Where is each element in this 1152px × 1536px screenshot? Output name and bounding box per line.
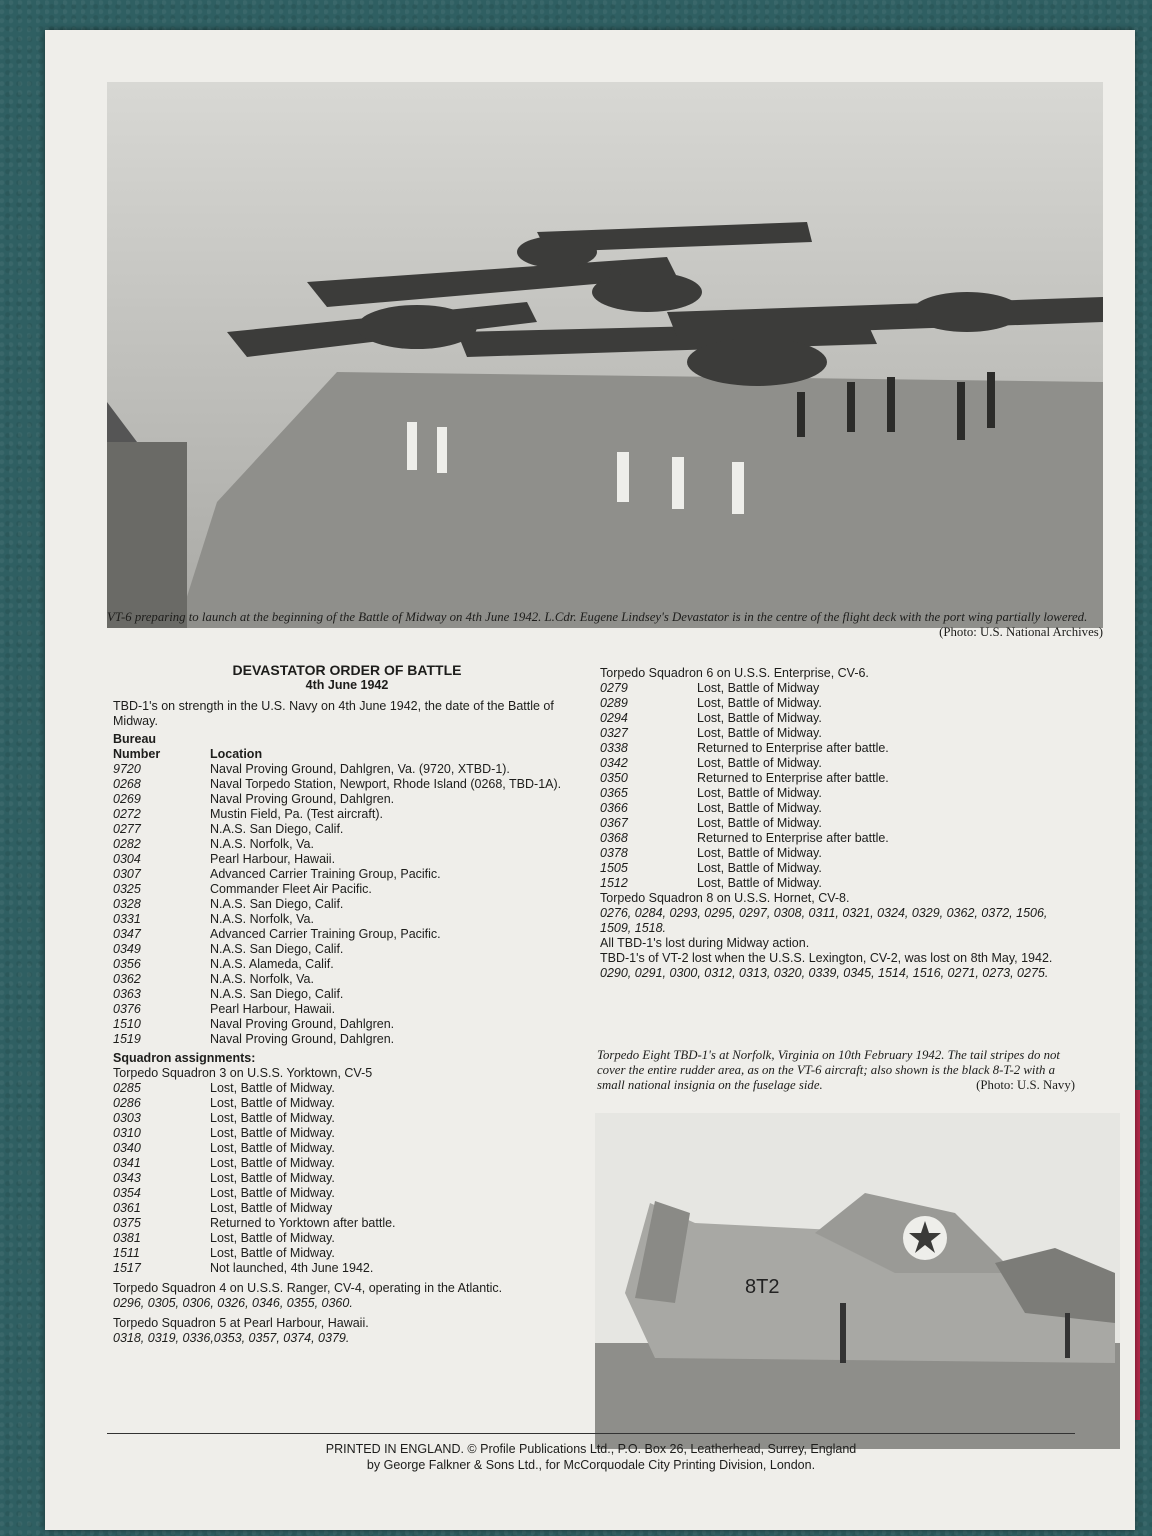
- row-description: Naval Proving Ground, Dahlgren, Va. (9720, XTBD-1).: [210, 762, 510, 776]
- bureau-number: 1519: [113, 1032, 141, 1046]
- footer-rule: [107, 1433, 1075, 1434]
- footer: [107, 1441, 1075, 1473]
- bureau-number: 0366: [600, 801, 628, 815]
- row-description: Lost, Battle of Midway.: [210, 1171, 335, 1185]
- location-row: [113, 792, 581, 807]
- row-description: Lost, Battle of Midway.: [210, 1096, 335, 1110]
- vt8-numbers: 0276, 0284, 0293, 0295, 0297, 0308, 0311, 0321, 0324, 0329, 0362, 0372, 1506, 1509, 1518.: [600, 906, 1048, 935]
- bureau-number: 0362: [113, 972, 141, 986]
- bureau-number: 0325: [113, 882, 141, 896]
- aircraft-photo: [595, 1113, 1120, 1449]
- location-row: [113, 957, 581, 972]
- bureau-number: 0381: [113, 1231, 141, 1245]
- location-row: [113, 987, 581, 1002]
- vt5-title: Torpedo Squadron 5 at Pearl Harbour, Hawaii.: [113, 1316, 369, 1330]
- vt8-title: Torpedo Squadron 8 on U.S.S. Hornet, CV-8.: [600, 891, 850, 905]
- vt2-numbers: 0290, 0291, 0300, 0312, 0313, 0320, 0339, 0345, 1514, 1516, 0271, 0273, 0275.: [600, 966, 1049, 980]
- vt6-row: [600, 816, 1070, 831]
- bureau-number: 0327: [600, 726, 628, 740]
- row-description: Commander Fleet Air Pacific.: [210, 882, 372, 896]
- row-description: Lost, Battle of Midway.: [210, 1246, 335, 1260]
- row-description: Returned to Enterprise after battle.: [697, 741, 889, 755]
- bureau-number: 9720: [113, 762, 141, 776]
- location-row: [113, 912, 581, 927]
- row-description: Returned to Enterprise after battle.: [697, 771, 889, 785]
- row-description: N.A.S. San Diego, Calif.: [210, 897, 344, 911]
- photo2-credit: (Photo: U.S. Navy): [976, 1078, 1075, 1092]
- bureau-number: 0286: [113, 1096, 141, 1110]
- vt3-title: Torpedo Squadron 3 on U.S.S. Yorktown, CV-5: [113, 1066, 373, 1080]
- vt3-row: [113, 1261, 581, 1276]
- row-description: Lost, Battle of Midway.: [210, 1141, 335, 1155]
- bureau-number: 0310: [113, 1126, 141, 1140]
- bureau-number: 0294: [600, 711, 628, 725]
- row-description: Lost, Battle of Midway.: [697, 816, 822, 830]
- bureau-number: 0282: [113, 837, 141, 851]
- row-description: Naval Proving Ground, Dahlgren.: [210, 792, 395, 806]
- order-intro: TBD-1's on strength in the U.S. Navy on 4th June 1942, the date of the Battle of Midway.: [113, 699, 554, 728]
- vt4-title: Torpedo Squadron 4 on U.S.S. Ranger, CV-4, operating in the Atlantic.: [113, 1281, 503, 1295]
- row-description: N.A.S. San Diego, Calif.: [210, 987, 344, 1001]
- bureau-number: 0272: [113, 807, 141, 821]
- location-row: [113, 807, 581, 822]
- row-description: Lost, Battle of Midway.: [210, 1081, 335, 1095]
- row-description: Lost, Battle of Midway.: [210, 1156, 335, 1170]
- bureau-number: 0349: [113, 942, 141, 956]
- flight-deck-photo: [107, 82, 1103, 628]
- vt3-table: [113, 1081, 581, 1276]
- col-location: Location: [210, 747, 263, 761]
- location-row: [113, 882, 581, 897]
- bureau-number: 0368: [600, 831, 628, 845]
- bureau-number: 0375: [113, 1216, 141, 1230]
- row-description: Mustin Field, Pa. (Test aircraft).: [210, 807, 383, 821]
- photo1-credit: (Photo: U.S. National Archives): [939, 625, 1103, 639]
- row-description: Lost, Battle of Midway.: [210, 1231, 335, 1245]
- bureau-number: 0303: [113, 1111, 141, 1125]
- location-row: [113, 867, 581, 882]
- table-header: [113, 747, 581, 762]
- vt5-numbers: 0318, 0319, 0336,0353, 0357, 0374, 0379.: [113, 1331, 350, 1345]
- right-column: [600, 666, 1070, 981]
- bureau-number: 1511: [113, 1246, 140, 1260]
- vt6-row: [600, 711, 1070, 726]
- location-row: [113, 897, 581, 912]
- vt3-row: [113, 1081, 581, 1096]
- vt6-row: [600, 741, 1070, 756]
- vt3-row: [113, 1126, 581, 1141]
- tail-code: 8T2: [745, 1276, 780, 1298]
- bureau-number: 0347: [113, 927, 141, 941]
- bureau-number: 0340: [113, 1141, 141, 1155]
- bureau-number: 0354: [113, 1186, 141, 1200]
- row-description: Not launched, 4th June 1942.: [210, 1261, 374, 1275]
- row-description: Advanced Carrier Training Group, Pacific.: [210, 867, 441, 881]
- vt6-row: [600, 831, 1070, 846]
- col-number: Number: [113, 747, 161, 761]
- location-row: [113, 837, 581, 852]
- vt6-row: [600, 801, 1070, 816]
- photo2-caption: Torpedo Eight TBD-1's at Norfolk, Virginia on 10th February 1942. The tail stripes do not cover the entire rudder area, as on the VT-6 aircraft; also shown is the black 8-T-2 with a small national insignia on the fuselage side.: [597, 1048, 1060, 1092]
- location-row: [113, 852, 581, 867]
- row-description: Lost, Battle of Midway.: [697, 846, 822, 860]
- bureau-number: 1512: [600, 876, 628, 890]
- row-description: Advanced Carrier Training Group, Pacific.: [210, 927, 441, 941]
- vt6-row: [600, 876, 1070, 891]
- vt3-row: [113, 1156, 581, 1171]
- vt3-row: [113, 1171, 581, 1186]
- vt3-row: [113, 1141, 581, 1156]
- bureau-number: 0376: [113, 1002, 141, 1016]
- bureau-number: 0365: [600, 786, 628, 800]
- row-description: Lost, Battle of Midway.: [697, 726, 822, 740]
- row-description: Lost, Battle of Midway.: [697, 696, 822, 710]
- location-row: [113, 1002, 581, 1017]
- row-description: Naval Proving Ground, Dahlgren.: [210, 1032, 395, 1046]
- bureau-number: 1505: [600, 861, 628, 875]
- bureau-number: 0361: [113, 1201, 141, 1215]
- photo2-caption-block: [597, 1048, 1075, 1093]
- vt3-row: [113, 1096, 581, 1111]
- vt8-note: All TBD-1's lost during Midway action.: [600, 936, 810, 950]
- row-description: Lost, Battle of Midway: [210, 1201, 333, 1215]
- location-row: [113, 927, 581, 942]
- vt3-row: [113, 1111, 581, 1126]
- col-bureau: Bureau: [113, 732, 157, 746]
- row-description: Pearl Harbour, Hawaii.: [210, 852, 336, 866]
- bureau-number: 1517: [113, 1261, 141, 1275]
- photo1-caption: VT-6 preparing to launch at the beginning of the Battle of Midway on 4th June 1942. L.Cdr. Eugene Lindsey's Devastator is in the centre of the flight deck with the port wing partially lowered.: [107, 610, 1088, 624]
- location-row: [113, 822, 581, 837]
- location-row: [113, 1017, 581, 1032]
- vt6-row: [600, 771, 1070, 786]
- bureau-number: 0331: [113, 912, 141, 926]
- row-description: Lost, Battle of Midway.: [697, 756, 822, 770]
- vt6-row: [600, 786, 1070, 801]
- vt3-row: [113, 1201, 581, 1216]
- location-table: [113, 762, 581, 1047]
- row-description: Lost, Battle of Midway.: [210, 1111, 335, 1125]
- document-page: [45, 30, 1135, 1530]
- location-row: [113, 762, 581, 777]
- bureau-number: 0378: [600, 846, 628, 860]
- bureau-number: 0269: [113, 792, 141, 806]
- row-description: N.A.S. Norfolk, Va.: [210, 912, 314, 926]
- row-description: Naval Torpedo Station, Newport, Rhode Island (0268, TBD-1A).: [210, 777, 562, 791]
- squadron-heading: Squadron assignments:: [113, 1051, 256, 1065]
- bureau-number: 0363: [113, 987, 141, 1001]
- row-description: Naval Proving Ground, Dahlgren.: [210, 1017, 395, 1031]
- vt3-row: [113, 1216, 581, 1231]
- vt6-row: [600, 726, 1070, 741]
- photo1-caption-block: [107, 610, 1103, 640]
- location-row: [113, 972, 581, 987]
- bureau-number: 0279: [600, 681, 628, 695]
- row-description: Lost, Battle of Midway.: [697, 876, 822, 890]
- bureau-number: 0367: [600, 816, 628, 830]
- bureau-number: 1510: [113, 1017, 141, 1031]
- left-column: [113, 662, 581, 1346]
- row-description: Returned to Enterprise after battle.: [697, 831, 889, 845]
- vt6-title: Torpedo Squadron 6 on U.S.S. Enterprise, CV-6.: [600, 666, 869, 680]
- location-row: [113, 942, 581, 957]
- vt6-row: [600, 696, 1070, 711]
- bureau-number: 0328: [113, 897, 141, 911]
- bureau-number: 0285: [113, 1081, 141, 1095]
- row-description: Returned to Yorktown after battle.: [210, 1216, 396, 1230]
- vt3-row: [113, 1186, 581, 1201]
- vt2-title: TBD-1's of VT-2 lost when the U.S.S. Lexington, CV-2, was lost on 8th May, 1942.: [600, 951, 1053, 965]
- row-description: N.A.S. Norfolk, Va.: [210, 837, 314, 851]
- bureau-number: 0307: [113, 867, 141, 881]
- bureau-number: 0289: [600, 696, 628, 710]
- vt4-numbers: 0296, 0305, 0306, 0326, 0346, 0355, 0360.: [113, 1296, 353, 1310]
- row-description: Lost, Battle of Midway.: [697, 861, 822, 875]
- row-description: Lost, Battle of Midway.: [210, 1186, 335, 1200]
- row-description: Lost, Battle of Midway.: [210, 1126, 335, 1140]
- footer-line-1: PRINTED IN ENGLAND. © Profile Publications Ltd., P.O. Box 26, Leatherhead, Surrey, England: [325, 1442, 857, 1456]
- order-subtitle: 4th June 1942: [305, 678, 389, 692]
- vt3-row: [113, 1231, 581, 1246]
- location-row: [113, 1032, 581, 1047]
- vt6-row: [600, 681, 1070, 696]
- row-description: Pearl Harbour, Hawaii.: [210, 1002, 336, 1016]
- bureau-number: 0304: [113, 852, 141, 866]
- row-description: Lost, Battle of Midway.: [697, 786, 822, 800]
- bureau-number: 0343: [113, 1171, 141, 1185]
- vt3-row: [113, 1246, 581, 1261]
- order-title: DEVASTATOR ORDER OF BATTLE: [232, 662, 462, 678]
- row-description: Lost, Battle of Midway.: [697, 711, 822, 725]
- bureau-number: 0277: [113, 822, 141, 836]
- row-description: N.A.S. Norfolk, Va.: [210, 972, 314, 986]
- vt6-row: [600, 861, 1070, 876]
- row-description: Lost, Battle of Midway.: [697, 801, 822, 815]
- row-description: Lost, Battle of Midway: [697, 681, 820, 695]
- vt6-row: [600, 846, 1070, 861]
- vt6-row: [600, 756, 1070, 771]
- footer-line-2: by George Falkner & Sons Ltd., for McCorquodale City Printing Division, London.: [366, 1458, 816, 1472]
- row-description: N.A.S. San Diego, Calif.: [210, 822, 344, 836]
- bureau-number: 0356: [113, 957, 141, 971]
- bureau-number: 0341: [113, 1156, 141, 1170]
- bureau-number: 0342: [600, 756, 628, 770]
- location-row: [113, 777, 581, 792]
- row-description: N.A.S. Alameda, Calif.: [210, 957, 334, 971]
- row-description: N.A.S. San Diego, Calif.: [210, 942, 344, 956]
- bureau-number: 0350: [600, 771, 628, 785]
- bureau-number: 0338: [600, 741, 628, 755]
- vt6-table: [600, 681, 1070, 891]
- bureau-number: 0268: [113, 777, 141, 791]
